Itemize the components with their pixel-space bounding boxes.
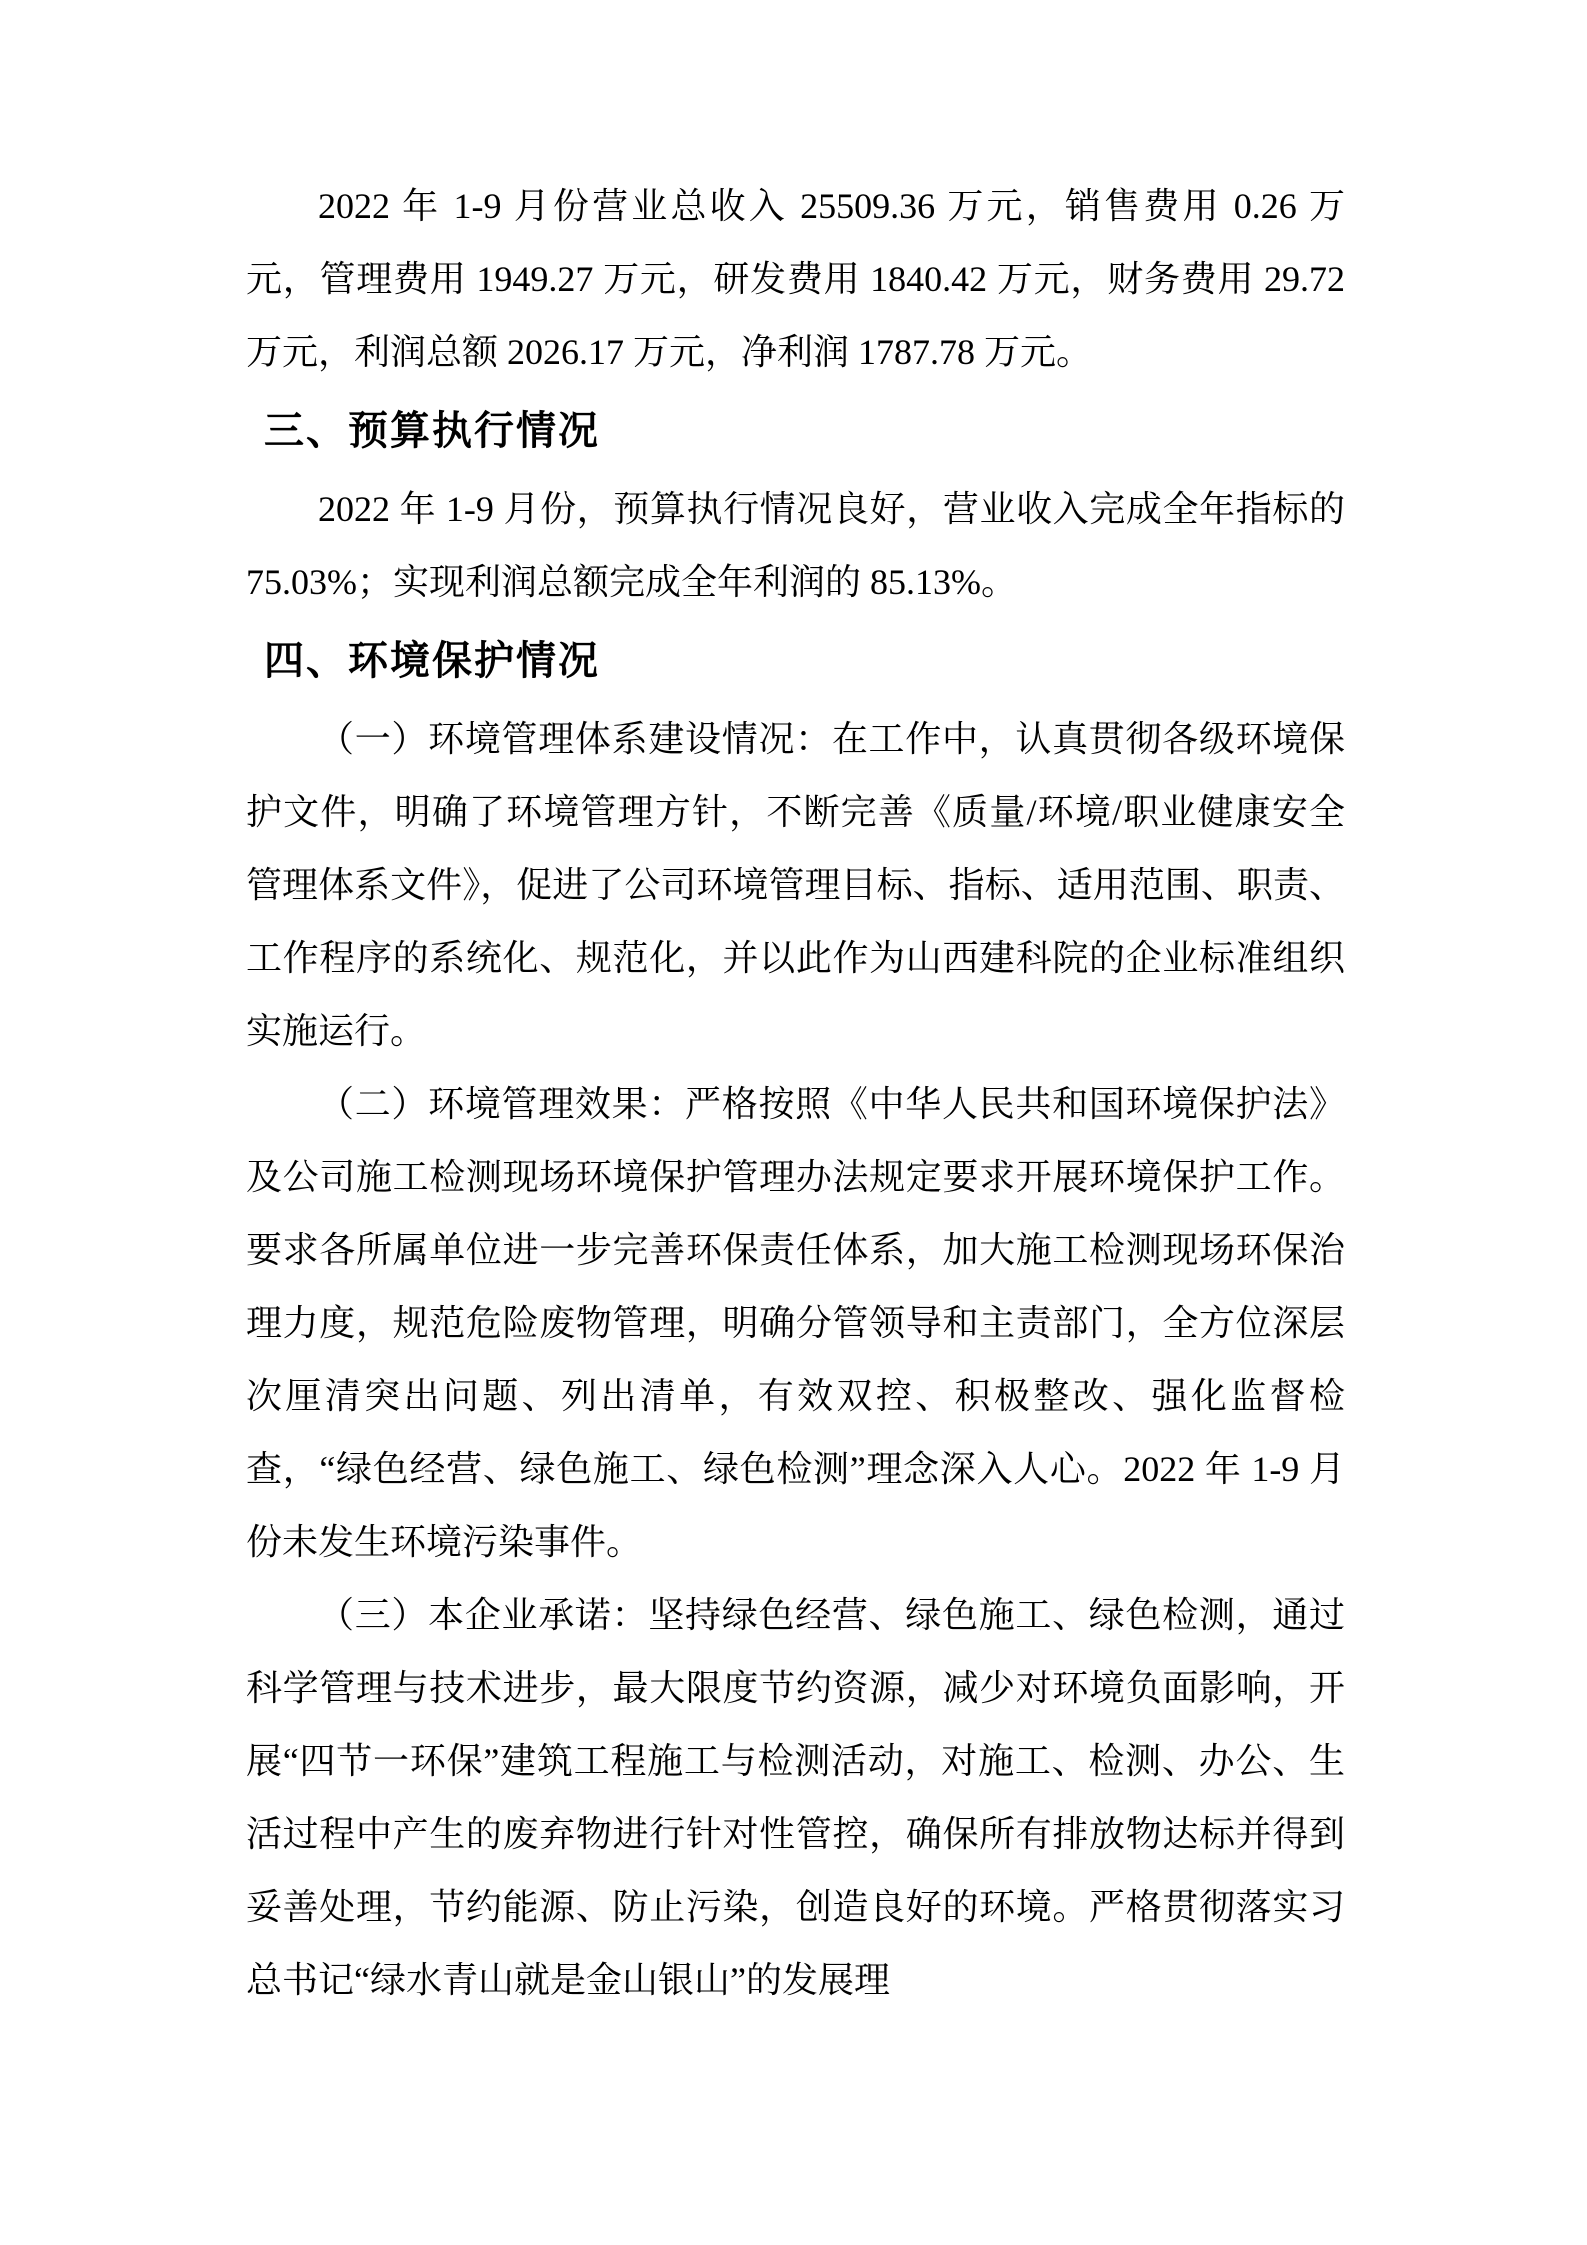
paragraph-financial-summary: 2022 年 1-9 月份营业总收入 25509.36 万元，销售费用 0.26 万元，管理费用 1949.27 万元，研发费用 1840.42 万元，财务费用 29.72 万元，利润总额 2026.17 万元，净利润 1787.78 万元。 (246, 186, 1345, 372)
paragraph-env-management-system: （一）环境管理体系建设情况：在工作中，认真贯彻各级环境保护文件，明确了环境管理方针，不断完善《质量/环境/职业健康安全管理体系文件》，促进了公司环境管理目标、指标、适用范围、职责、工作程序的系统化、规范化，并以此作为山西建科院的企业标准组织实施运行。 (246, 719, 1345, 1051)
heading-budget-execution: 三、预算执行情况 (264, 409, 600, 453)
paragraph-budget-execution: 2022 年 1-9 月份，预算执行情况良好，营业收入完成全年指标的 75.03%；实现利润总额完成全年利润的 85.13%。 (246, 489, 1345, 602)
heading-environmental-protection: 四、环境保护情况 (264, 639, 600, 683)
paragraph-enterprise-commitment: （三）本企业承诺：坚持绿色经营、绿色施工、绿色检测，通过科学管理与技术进步，最大限度节约资源，减少对环境负面影响，开展“四节一环保”建筑工程施工与检测活动，对施工、检测、办公、生活过程中产生的废弃物进行针对性管控，确保所有排放物达标并得到妥善处理，节约能源、防止污染，创造良好的环境。严格贯彻落实习总书记“绿水青山就是金山银山”的发展理 (246, 1595, 1345, 2000)
paragraph-env-management-effect: （二）环境管理效果：严格按照《中华人民共和国环境保护法》及公司施工检测现场环境保护管理办法规定要求开展环境保护工作。要求各所属单位进一步完善环保责任体系，加大施工检测现场环保治理力度，规范危险废物管理，明确分管领导和主责部门，全方位深层次厘清突出问题、列出清单，有效双控、积极整改、强化监督检查，“绿色经营、绿色施工、绿色检测”理念深入人心。2022 年 1-9 月份未发生环境污染事件。 (246, 1084, 1345, 1562)
